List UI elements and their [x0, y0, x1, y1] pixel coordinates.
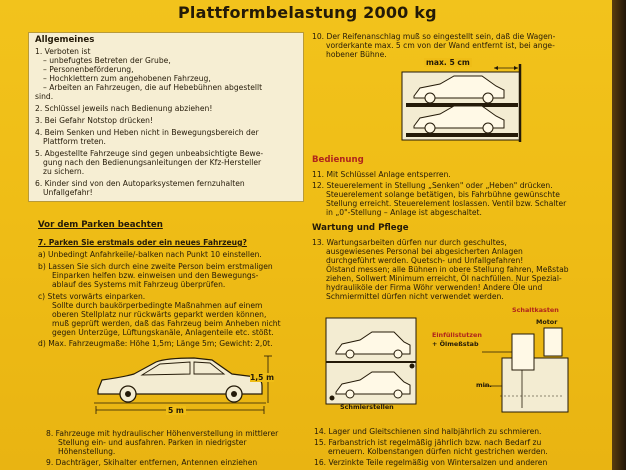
item8-line: 8. Fahrzeuge mit hydraulischer Höhenverstellung in mittlerer — [46, 429, 279, 438]
einfuellstutzen-label: Einfüllstutzen — [432, 331, 482, 339]
allg-line: 1. Verboten ist — [35, 47, 91, 56]
max-5cm-label: max. 5 cm — [426, 58, 470, 67]
allg-line: zu sichern. — [43, 167, 85, 176]
bedienung-heading: Bedienung — [312, 155, 364, 165]
min-label: min. — [476, 381, 492, 389]
schmierstellen-label: Schmierstellen — [340, 403, 394, 411]
wartung-line: ziehen, Sollwert Minimum erreicht, Öl nachfüllen. Nur Spezial- — [326, 274, 562, 283]
parken-line: ablauf des Systems mit Fahrzeug überprüfen. — [52, 280, 226, 289]
item10-line: hobener Bühne. — [326, 50, 387, 59]
wartung-line: hydrauliköle der Firma Wöhr verwenden! Andere Öle und — [326, 283, 543, 292]
wartung-line: ausgewiesenes Personal bei abgesicherten Anlagen — [326, 247, 523, 256]
wartung-heading: Wartung und Pflege — [312, 223, 409, 233]
schaltkasten-label: Schaltkasten — [512, 306, 559, 314]
vor-dem-parken-heading: Vor dem Parken beachten — [38, 220, 163, 230]
wartung-line: Ölstand messen; alle Bühnen in obere Stellung fahren, Meßstab — [326, 265, 569, 274]
parken-line: a) Unbedingt Anfahrkeile/-balken nach Punkt 10 einstellen. — [38, 250, 262, 259]
allg-line: – Personenbeförderung, — [43, 65, 134, 74]
wartung-line: durchgeführt werden. Quetsch- und Unfallgefahren! — [326, 256, 524, 265]
allg-line: 6. Kinder sind von den Autoparksystemen fernzuhalten — [35, 179, 245, 188]
item15-line: 15. Farbanstrich ist regelmäßig jährlich bzw. nach Bedarf zu — [314, 438, 542, 447]
bedienung-line: 12. Steuerelement in Stellung „Senken" oder „Heben" drücken. — [312, 181, 553, 190]
parken-line: gegen Unterzüge, Lüftungskanäle, Anlagenteile etc. stößt. — [52, 328, 274, 337]
allgemeines-box — [28, 32, 304, 202]
item14-line: 14. Lager und Gleitschienen sind halbjährlich zu schmieren. — [314, 427, 542, 436]
sign-frame-edge — [612, 0, 626, 470]
parken-line: c) Stets vorwärts einparken. — [38, 292, 146, 301]
allg-line: Unfallgefahr! — [43, 188, 93, 197]
allgemeines-heading: Allgemeines — [35, 35, 95, 45]
item16-line: 16. Verzinkte Teile regelmäßig von Wintersalzen und anderen — [314, 458, 548, 467]
parken-line: b) Lassen Sie sich durch eine zweite Person beim erstmaligen — [38, 262, 273, 271]
item10-line: 10. Der Reifenanschlag muß so eingestellt sein, daß die Wagen- — [312, 32, 556, 41]
allg-line: gung nach den Bedienungsanleitungen der Kfz-Hersteller — [43, 158, 262, 167]
oelmessstab-label: + Ölmeßstab — [432, 340, 479, 348]
car-height-label: 1,5 m — [250, 373, 275, 382]
motor-label: Motor — [536, 318, 558, 326]
allg-line: – Arbeiten an Fahrzeugen, die auf Hebebühnen abgestellt — [43, 83, 263, 92]
bedienung-line: in „0"-Stellung – Anlage ist abgeschaltet. — [326, 208, 482, 217]
car-dimension-diagram — [94, 352, 284, 422]
item8-line: Stellung ein- und ausfahren. Parken in niedrigster — [58, 438, 247, 447]
vor-dem-parken-subheading: 7. Parken Sie erstmals oder ein neues Fahrzeug? — [38, 238, 247, 247]
wartung-line: Schmiermittel dürfen nicht verwendet werden. — [326, 292, 504, 301]
allg-line: 2. Schlüssel jeweils nach Bedienung abziehen! — [35, 104, 213, 113]
bedienung-line: Steuerelement solange betätigen, bis Fahrbühne gewünschte — [326, 190, 560, 199]
platform-clearance-diagram — [400, 60, 530, 144]
allg-line: 4. Beim Senken und Heben nicht in Bewegungsbereich der — [35, 128, 259, 137]
item15-line: erneuern. Kolbenstangen dürfen nicht gestrichen werden. — [328, 447, 548, 456]
allg-line: – Hochklettern zum angehobenen Fahrzeug, — [43, 74, 211, 83]
parken-line: Sollte durch baukörperbedingte Maßnahmen auf einem — [52, 301, 263, 310]
parken-line: muß geprüft werden, daß das Fahrzeug beim Anheben nicht — [52, 319, 281, 328]
allg-line: 3. Bei Gefahr Notstop drücken! — [35, 116, 153, 125]
item8-line: Höhenstellung. — [58, 447, 116, 456]
allg-line: 5. Abgestellte Fahrzeuge sind gegen unbeabsichtigte Bewe- — [35, 149, 264, 158]
allg-line: – unbefugtes Betreten der Grube, — [43, 56, 171, 65]
parken-line: Einparken helfen bzw. einweisen und den Bewegungs- — [52, 271, 259, 280]
bedienung-line: 11. Mit Schlüssel Anlage entsperren. — [312, 170, 451, 179]
sign-title: Plattformbelastung 2000 kg — [178, 3, 437, 22]
bedienung-line: Stellung erreicht. Steuerelement loslassen. Ventil bzw. Schalter — [326, 199, 567, 208]
parken-line: d) Max. Fahrzeugmaße: Höhe 1,5m; Länge 5m; Gewicht: 2,0t. — [38, 339, 273, 348]
item9-line: 9. Dachträger, Skihalter entfernen, Antennen einziehen — [46, 458, 258, 467]
allg-line: Plattform treten. — [43, 137, 106, 146]
wartung-line: 13. Wartungsarbeiten dürfen nur durch geschultes, — [312, 238, 507, 247]
car-length-label: 5 m — [168, 406, 184, 415]
item10-line: vorderkante max. 5 cm von der Wand entfernt ist, bei ange- — [326, 41, 555, 50]
allg-line: sind. — [35, 92, 54, 101]
parken-line: oberen Stellplatz nur rückwärts geparkt werden können, — [52, 310, 267, 319]
